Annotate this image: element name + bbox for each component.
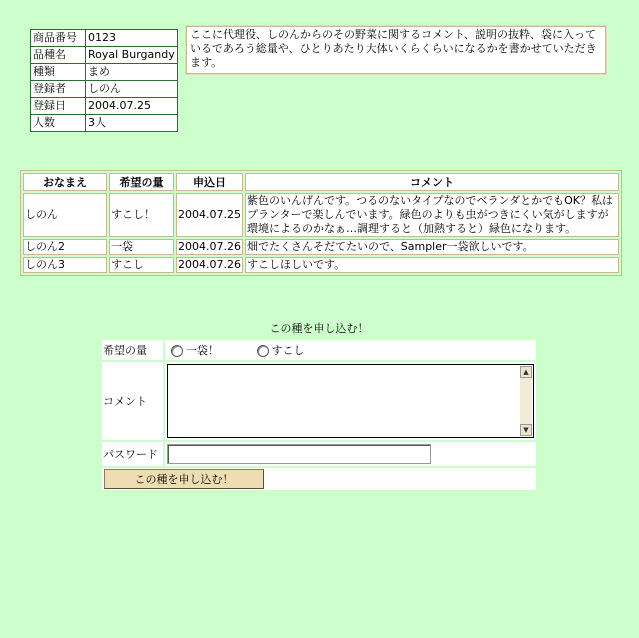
order-amount: 一袋 (109, 239, 174, 255)
radio-one-bag-label[interactable]: 一袋！ (186, 344, 219, 357)
product-row-type (31, 64, 178, 81)
table-row (23, 257, 619, 273)
amount-row (102, 340, 536, 360)
product-row-registrant (31, 81, 178, 98)
scroll-up-icon[interactable]: ▲ (520, 366, 532, 378)
product-info-table (30, 29, 178, 132)
product-row-number (31, 30, 178, 47)
radio-little[interactable] (257, 345, 269, 357)
orders-header-row (23, 173, 619, 191)
header-name: おなまえ (23, 173, 107, 191)
comment-cell (163, 362, 536, 440)
product-value: まめ (86, 64, 178, 81)
description-box: ここに代理役、しのんからのその野菜に関するコメント、説明の抜粋、袋に入っているであろう総量や、ひとりあたり大体いくらくらいになるかを書かせていただきます。 (186, 26, 606, 74)
product-value: 2004.07.25 (86, 98, 178, 115)
submit-cell (102, 468, 536, 490)
submit-row (102, 468, 536, 490)
order-comment: 畑でたくさんそだてたいので、Sampler一袋欲しいです。 (245, 239, 619, 255)
order-date: 2004.07.26 (178, 240, 241, 253)
order-date: 2004.07.26 (178, 258, 241, 271)
amount-options (163, 340, 536, 360)
orders-container (20, 170, 622, 276)
product-label: 商品番号 (31, 30, 86, 47)
password-label: パスワード (102, 442, 163, 466)
product-value: 0123 (86, 30, 178, 47)
product-row-variety (31, 47, 178, 64)
submit-button[interactable]: この種を申し込む！ (104, 469, 264, 489)
order-amount: すこし (109, 257, 174, 273)
comment-textarea[interactable] (167, 364, 534, 438)
product-row-date (31, 98, 178, 115)
product-label: 品種名 (31, 47, 86, 64)
comment-row (102, 362, 536, 440)
product-value: Royal Burgandy (86, 47, 178, 64)
amount-label: 希望の量 (102, 340, 163, 360)
table-row (23, 239, 619, 255)
header-amount: 希望の量 (109, 173, 174, 191)
order-amount: すこし！ (109, 193, 174, 237)
scroll-down-icon[interactable]: ▼ (520, 424, 532, 436)
order-comment: 紫色のいんげんです。つるのないタイプなのでベランダとかでもOK？私はプランターで楽しんでいます。緑色のよりも虫がつきにくい気がしますが環境によるのかなぁ…調理すると（加熱すると）緑色になります。 (245, 193, 619, 237)
order-comment: すこしほしいです。 (245, 257, 619, 273)
password-cell (163, 442, 536, 466)
order-name: しのん (23, 193, 107, 237)
product-label: 人数 (31, 115, 86, 132)
form-title: この種を申し込む！ (269, 322, 369, 335)
header-date: 申込日 (176, 173, 243, 191)
radio-one-bag[interactable] (171, 345, 183, 357)
password-input[interactable] (167, 444, 431, 464)
orders-table (21, 171, 621, 275)
table-row (23, 193, 619, 237)
order-name: しのん2 (23, 239, 107, 255)
product-label: 種類 (31, 64, 86, 81)
product-value: しのん (86, 81, 178, 98)
comment-label: コメント (102, 362, 163, 440)
application-form (102, 338, 536, 492)
order-name: しのん3 (23, 257, 107, 273)
password-row (102, 442, 536, 466)
order-date: 2004.07.25 (176, 193, 243, 237)
textarea-scrollbar[interactable] (520, 366, 532, 436)
header-comment: コメント (245, 173, 619, 191)
product-label: 登録日 (31, 98, 86, 115)
product-row-count (31, 115, 178, 132)
radio-little-label[interactable]: すこし (271, 344, 305, 357)
product-label: 登録者 (31, 81, 86, 98)
product-value: 3人 (86, 115, 178, 132)
